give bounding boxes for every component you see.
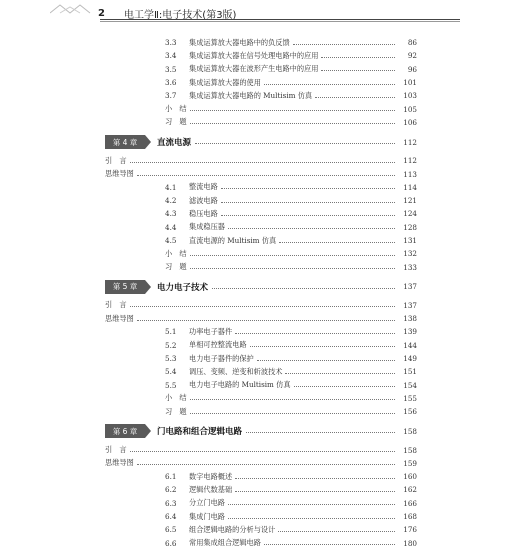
dot-leader <box>285 373 395 374</box>
section-title: 引 言 <box>105 445 127 455</box>
page-ref: 103 <box>403 91 417 101</box>
header-ornament <box>50 3 120 15</box>
page-ref: 121 <box>403 196 417 206</box>
chapter-heading <box>105 277 417 297</box>
section-number: 4.2 <box>165 196 177 206</box>
dot-leader <box>190 255 395 256</box>
section-title: 小 结 <box>165 104 187 114</box>
dot-leader <box>221 202 395 203</box>
toc-entry <box>105 365 417 378</box>
section-title: 稳压电路 <box>189 208 218 218</box>
header-rule <box>100 19 460 20</box>
dot-leader <box>130 162 395 163</box>
section-title: 集成门电路 <box>189 511 225 521</box>
section-title: 调压、变频、逆变和斩波技术 <box>189 366 283 376</box>
page-ref: 160 <box>403 472 417 482</box>
section-title: 功率电子器件 <box>189 326 233 336</box>
section-title: 引 言 <box>105 155 127 165</box>
section-title: 小 结 <box>165 248 187 258</box>
dot-leader <box>130 306 395 307</box>
toc-entry <box>105 247 417 260</box>
book-title: 电工学Ⅱ:电子技术(第3版) <box>124 10 237 21</box>
section-title: 电力电子器件的保护 <box>189 353 254 363</box>
page-ref: 154 <box>403 380 417 390</box>
toc-entry <box>105 443 417 456</box>
dot-leader <box>212 288 395 289</box>
page-ref: 138 <box>403 314 417 324</box>
dot-leader <box>279 242 395 243</box>
dot-leader <box>235 478 395 479</box>
toc-entry <box>105 207 417 220</box>
dot-leader <box>250 346 395 347</box>
section-number: 6.6 <box>165 538 177 548</box>
page-ref: 131 <box>403 236 417 245</box>
section-number: 3.5 <box>165 64 177 74</box>
section-number: 6.4 <box>165 512 177 522</box>
section-title: 集成运算放大器电路的 Multisim 仿真 <box>189 90 313 100</box>
section-title: 常用集成组合逻辑电路 <box>189 538 261 548</box>
section-number: 6.2 <box>165 485 177 495</box>
section-number: 4.1 <box>165 182 177 192</box>
page-ref: 149 <box>403 354 417 364</box>
page-ref: 176 <box>403 525 417 535</box>
section-number: 6.3 <box>165 498 177 508</box>
toc-entry <box>105 299 417 312</box>
page-ref: 144 <box>403 340 417 350</box>
dot-leader <box>246 432 395 433</box>
section-number: 5.2 <box>165 340 177 350</box>
page-ref: 159 <box>403 458 417 468</box>
page-ref: 128 <box>403 222 417 232</box>
dot-leader <box>235 333 395 334</box>
chapter-heading <box>105 132 417 152</box>
section-number: 5.5 <box>165 380 177 390</box>
toc-entry <box>105 470 417 483</box>
section-title: 习 题 <box>165 117 187 127</box>
dot-leader <box>195 143 395 144</box>
dot-leader <box>264 544 395 545</box>
dot-leader <box>321 57 395 58</box>
section-number: 3.4 <box>165 51 177 61</box>
section-title: 思维导图 <box>105 313 134 323</box>
dot-leader <box>221 215 395 216</box>
section-number: 3.7 <box>165 91 177 101</box>
section-title: 习 题 <box>165 406 187 416</box>
dot-leader <box>235 491 395 492</box>
chapter-badge: 第 5 章 <box>105 280 145 294</box>
toc-entry <box>105 89 417 102</box>
page-ref: 114 <box>403 182 417 192</box>
page-number: 2 <box>98 8 105 19</box>
section-title: 逻辑代数基础 <box>189 484 233 494</box>
section-title: 集成运算放大器电路中的负反馈 <box>189 37 290 47</box>
section-number: 3.6 <box>165 78 177 88</box>
page-ref: 155 <box>403 393 417 403</box>
dot-leader <box>137 320 395 321</box>
toc-entry <box>105 221 417 234</box>
dot-leader <box>190 268 395 269</box>
chapter-badge: 第 4 章 <box>105 135 145 149</box>
toc-entry <box>105 181 417 194</box>
toc-entry <box>105 36 417 49</box>
section-title: 集成运算放大器在信号处理电路中的应用 <box>189 50 319 60</box>
section-number: 5.1 <box>165 327 177 337</box>
chapter-heading <box>105 421 417 441</box>
dot-leader <box>321 70 395 71</box>
dot-leader <box>137 464 395 465</box>
section-title: 电力电子电路的 Multisim 仿真 <box>189 380 291 390</box>
toc-entry <box>105 510 417 523</box>
section-title: 引 言 <box>105 300 127 310</box>
toc-entry <box>105 63 417 76</box>
section-title: 思维导图 <box>105 169 134 179</box>
section-number: 4.3 <box>165 209 177 219</box>
page-ref: 105 <box>403 104 417 114</box>
page-ref: 101 <box>403 78 417 88</box>
dot-leader <box>257 360 395 361</box>
toc-entry <box>105 339 417 352</box>
page-ref: 168 <box>403 512 417 522</box>
dot-leader <box>130 451 395 452</box>
page-ref: 124 <box>403 209 417 219</box>
dot-leader <box>264 84 395 85</box>
page-ref: 133 <box>403 262 417 272</box>
toc-entry <box>105 260 417 273</box>
page-header <box>0 0 520 20</box>
toc-entry <box>105 194 417 207</box>
section-number: 4.4 <box>165 222 177 232</box>
toc-entry <box>105 325 417 338</box>
page-ref: 92 <box>407 51 417 61</box>
section-title: 集成运算放大器在波形产生电路中的应用 <box>189 64 319 74</box>
chapter-title: 直流电源 <box>157 138 192 149</box>
toc-entry <box>105 312 417 325</box>
page-ref: 137 <box>403 300 417 310</box>
section-title: 习 题 <box>165 262 187 272</box>
toc-entry <box>105 523 417 536</box>
toc-entry <box>105 537 417 550</box>
page-ref: 151 <box>403 367 417 377</box>
dot-leader <box>190 413 395 414</box>
section-number: 4.5 <box>165 236 177 245</box>
dot-leader <box>278 531 395 532</box>
dot-leader <box>221 188 395 189</box>
toc-entry <box>105 483 417 496</box>
toc-entry <box>105 379 417 392</box>
page-ref: 156 <box>403 407 417 417</box>
dot-leader <box>294 386 395 387</box>
dot-leader <box>228 504 395 505</box>
toc-entry <box>105 49 417 62</box>
toc-entry <box>105 154 417 167</box>
section-title: 思维导图 <box>105 458 134 468</box>
toc-entry <box>105 76 417 89</box>
page-ref: 139 <box>403 327 417 337</box>
section-number: 5.3 <box>165 354 177 364</box>
dot-leader <box>228 518 395 519</box>
page-ref: 112 <box>403 137 417 147</box>
section-number: 5.4 <box>165 367 177 377</box>
section-title: 直流电源的 Multisim 仿真 <box>189 235 277 245</box>
page-ref: 132 <box>403 249 417 259</box>
page-ref: 96 <box>407 64 417 74</box>
toc-entry <box>105 102 417 115</box>
section-title: 整流电路 <box>189 182 218 192</box>
chapter-badge: 第 6 章 <box>105 424 145 438</box>
section-number: 6.5 <box>165 525 177 535</box>
toc-entry <box>105 234 417 247</box>
toc-list <box>105 36 417 550</box>
section-title: 小 结 <box>165 393 187 403</box>
page-ref: 158 <box>403 426 417 436</box>
section-title: 集成稳压器 <box>189 222 225 232</box>
section-title: 滤波电路 <box>189 195 218 205</box>
section-title: 组合逻辑电路的分析与设计 <box>189 524 276 534</box>
dot-leader <box>315 97 395 98</box>
page-ref: 113 <box>403 169 417 179</box>
section-title: 单相可控整流电路 <box>189 340 247 350</box>
page-ref: 106 <box>403 117 417 127</box>
toc-entry <box>105 457 417 470</box>
page-ref: 162 <box>403 485 417 495</box>
page-ref: 137 <box>403 282 417 292</box>
toc-entry <box>105 392 417 405</box>
page-ref: 180 <box>403 538 417 548</box>
page-ref: 86 <box>407 38 417 48</box>
dot-leader <box>293 44 395 45</box>
dot-leader <box>190 110 395 111</box>
toc-entry <box>105 352 417 365</box>
dot-leader <box>228 228 395 229</box>
section-title: 分立门电路 <box>189 498 225 508</box>
page-ref: 158 <box>403 445 417 455</box>
dot-leader <box>190 399 395 400</box>
toc-entry <box>105 116 417 129</box>
page-ref: 112 <box>403 156 417 166</box>
chapter-title: 电力电子技术 <box>157 282 209 293</box>
toc-entry <box>105 405 417 418</box>
header-rule-secondary <box>100 21 460 22</box>
section-title: 集成运算放大器的使用 <box>189 77 261 87</box>
section-number: 3.3 <box>165 38 177 48</box>
section-title: 数字电路概述 <box>189 471 233 481</box>
section-number: 6.1 <box>165 472 177 482</box>
page-ref: 166 <box>403 498 417 508</box>
dot-leader <box>137 175 395 176</box>
chapter-title: 门电路和组合逻辑电路 <box>157 427 243 438</box>
toc-entry <box>105 497 417 510</box>
toc-entry <box>105 167 417 180</box>
dot-leader <box>190 123 395 124</box>
